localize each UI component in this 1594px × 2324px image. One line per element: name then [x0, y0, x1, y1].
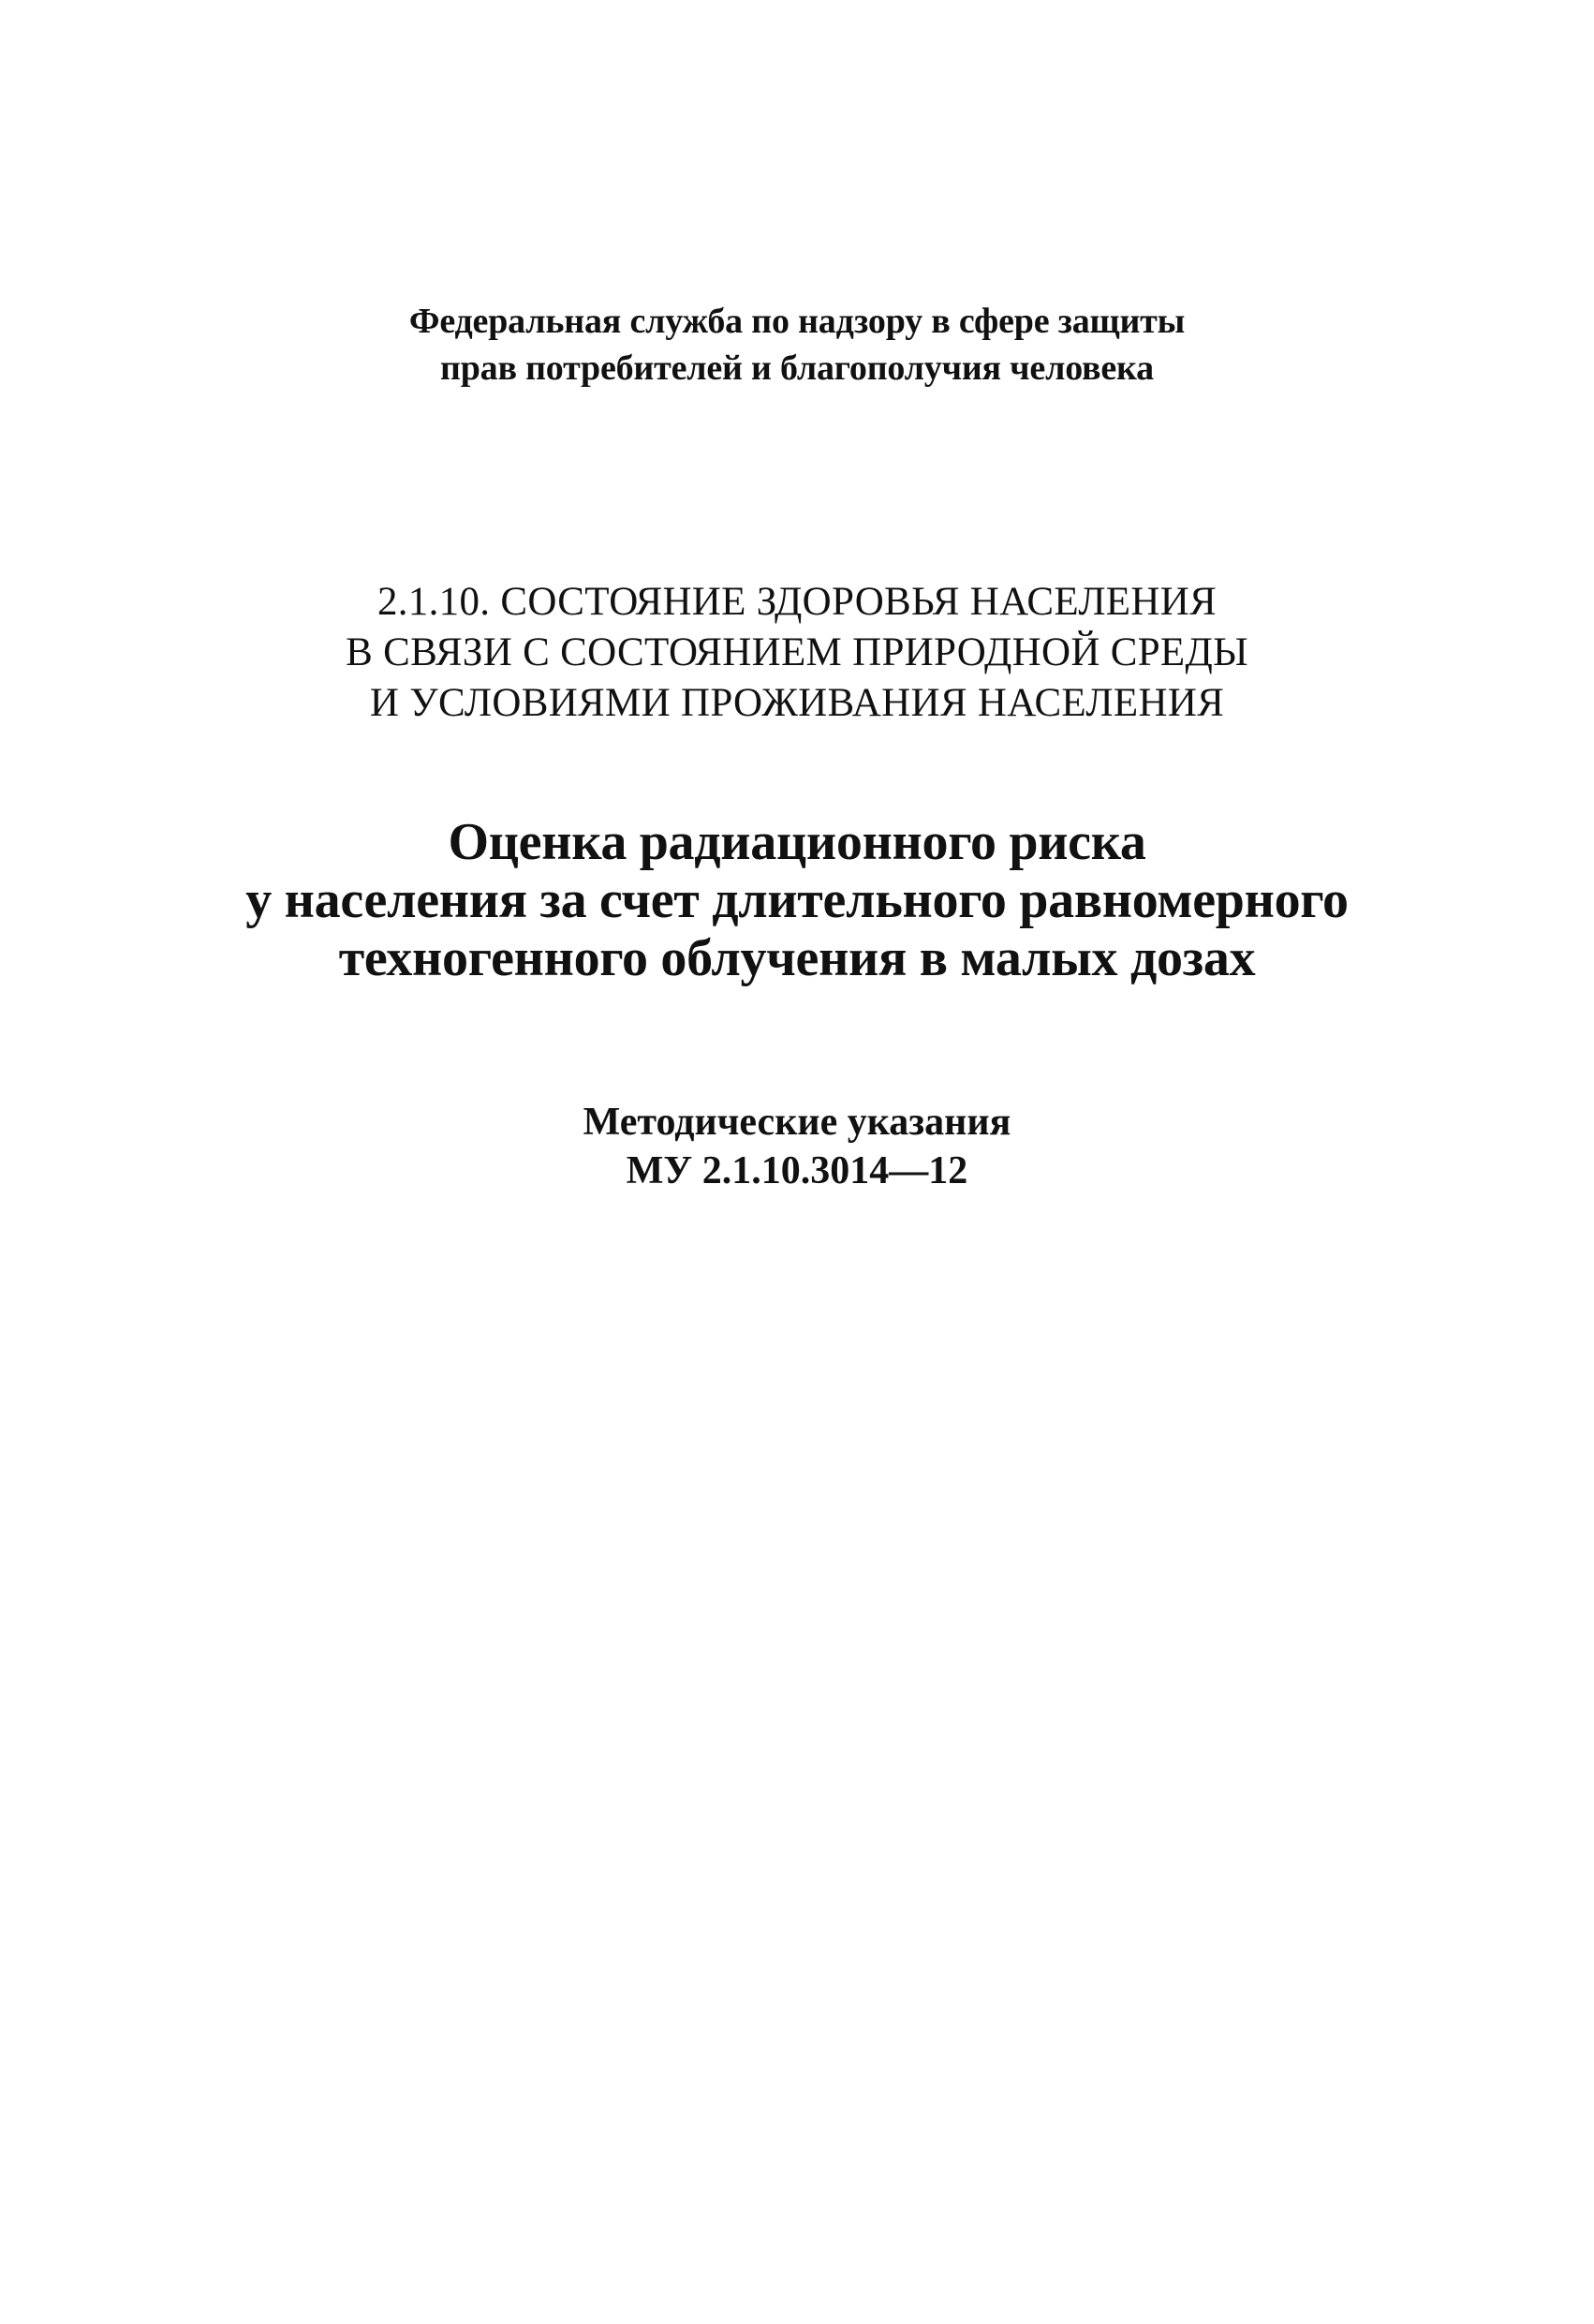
title-line-1: Оценка радиационного риска — [448, 813, 1146, 871]
document-number: МУ 2.1.10.3014—12 — [626, 1149, 968, 1192]
title-line-3: техногенного облучения в малых дозах — [338, 929, 1256, 987]
section-heading — [0, 577, 1594, 729]
document-title — [0, 813, 1594, 987]
section-line-1: 2.1.10. СОСТОЯНИЕ ЗДОРОВЬЯ НАСЕЛЕНИЯ — [376, 580, 1218, 624]
document-type: Методические указания — [583, 1101, 1011, 1144]
document-designation — [0, 1098, 1594, 1195]
agency-heading — [0, 298, 1594, 392]
agency-line-1: Федеральная служба по надзору в сфере защиты — [408, 302, 1186, 341]
agency-line-2: прав потребителей и благополучия человека — [440, 348, 1154, 388]
section-line-2: В СВЯЗИ С СОСТОЯНИЕМ ПРИРОДНОЙ СРЕДЫ — [346, 630, 1248, 674]
section-line-3: И УСЛОВИЯМИ ПРОЖИВАНИЯ НАСЕЛЕНИЯ — [369, 681, 1225, 725]
title-line-2: у населения за счет длительного равномерного — [245, 871, 1349, 929]
